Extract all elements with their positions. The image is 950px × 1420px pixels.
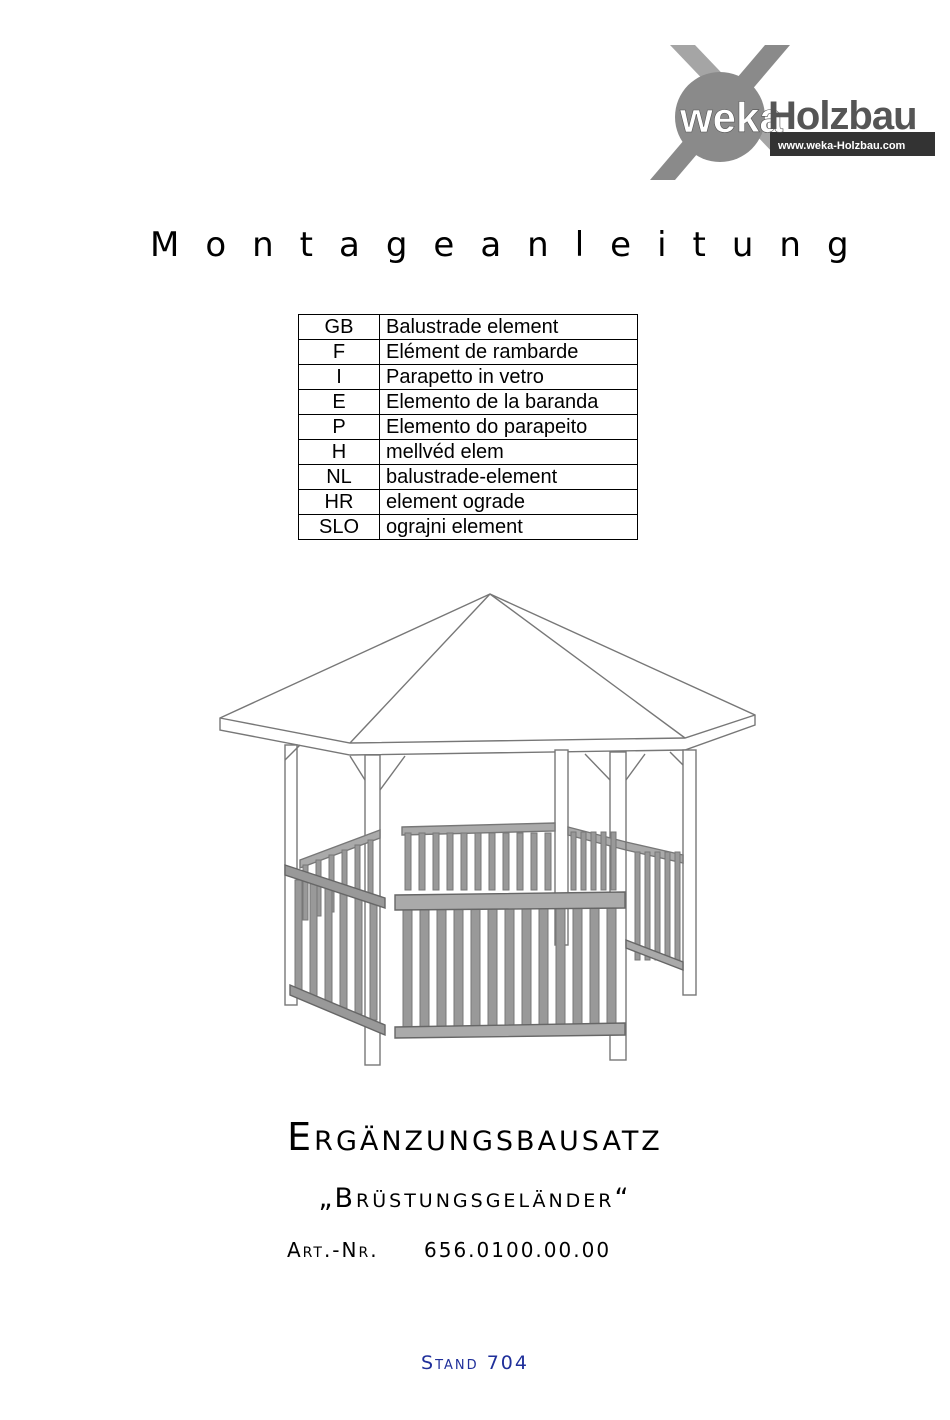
baluster <box>461 833 467 890</box>
baluster <box>571 832 576 890</box>
logo-url: www.weka-Holzbau.com <box>778 140 906 152</box>
baluster <box>471 908 480 1027</box>
subtitle: Ergänzungsbausatz <box>287 1115 663 1159</box>
baluster <box>675 852 680 960</box>
language-code: HR <box>299 490 380 515</box>
baluster <box>437 908 446 1027</box>
page-title: Montageanleitung <box>150 225 875 265</box>
language-name: balustrade-element <box>380 465 638 490</box>
baluster <box>601 832 606 890</box>
baluster <box>556 908 565 1027</box>
language-row <box>299 390 638 415</box>
baluster <box>517 833 523 890</box>
article-number <box>287 1238 612 1262</box>
baluster <box>447 833 453 890</box>
baluster <box>368 840 373 900</box>
baluster <box>590 908 599 1027</box>
language-row <box>299 440 638 465</box>
baluster <box>522 908 531 1027</box>
language-code: I <box>299 365 380 390</box>
language-name: Elemento de la baranda <box>380 390 638 415</box>
logo-graphic <box>650 45 935 185</box>
baluster <box>295 880 302 990</box>
language-name: Parapetto in vetro <box>380 365 638 390</box>
language-name: Elément de rambarde <box>380 340 638 365</box>
baluster <box>433 833 439 890</box>
language-name: Elemento do parapeito <box>380 415 638 440</box>
baluster <box>403 908 412 1027</box>
language-row <box>299 315 638 340</box>
baluster <box>454 908 463 1027</box>
language-row <box>299 340 638 365</box>
gazebo-drawing <box>215 590 760 1070</box>
baluster <box>665 852 670 960</box>
stand-version: Stand 704 <box>421 1352 529 1374</box>
language-row <box>299 465 638 490</box>
language-row <box>299 490 638 515</box>
baluster <box>419 833 425 890</box>
baluster <box>607 908 616 1027</box>
logo-brand-right: Holzbau <box>768 94 917 138</box>
weka-holzbau-logo <box>650 45 935 185</box>
baluster <box>475 833 481 890</box>
baluster <box>488 908 497 1027</box>
baluster <box>645 852 650 960</box>
baluster <box>539 908 548 1027</box>
baluster <box>325 888 332 1002</box>
language-code: SLO <box>299 515 380 540</box>
baluster <box>581 832 586 890</box>
language-name: mellvéd elem <box>380 440 638 465</box>
language-row <box>299 365 638 390</box>
baluster <box>545 833 551 890</box>
language-code: H <box>299 440 380 465</box>
language-table <box>298 314 638 540</box>
baluster <box>611 832 616 890</box>
article-number-value: 656.0100.00.00 <box>424 1238 612 1262</box>
language-name: ograjni element <box>380 515 638 540</box>
language-code: F <box>299 340 380 365</box>
baluster <box>573 908 582 1027</box>
language-code: GB <box>299 315 380 340</box>
language-name: Balustrade element <box>380 315 638 340</box>
baluster <box>405 833 411 890</box>
gazebo-illustration <box>215 590 760 1070</box>
product-name: „Brüstungsgeländer“ <box>318 1183 632 1214</box>
language-code: P <box>299 415 380 440</box>
language-name: element ograde <box>380 490 638 515</box>
baluster <box>655 852 660 960</box>
language-code: NL <box>299 465 380 490</box>
language-row <box>299 515 638 540</box>
baluster <box>310 884 317 996</box>
baluster <box>531 833 537 890</box>
article-label: Art.-Nr. <box>287 1238 379 1262</box>
baluster <box>370 900 377 1020</box>
baluster <box>420 908 429 1027</box>
language-row <box>299 415 638 440</box>
language-code: E <box>299 390 380 415</box>
baluster <box>591 832 596 890</box>
baluster <box>340 892 347 1008</box>
logo-brand-left: weka <box>680 94 783 141</box>
baluster <box>355 896 362 1014</box>
baluster <box>505 908 514 1027</box>
baluster <box>489 833 495 890</box>
baluster <box>503 833 509 890</box>
